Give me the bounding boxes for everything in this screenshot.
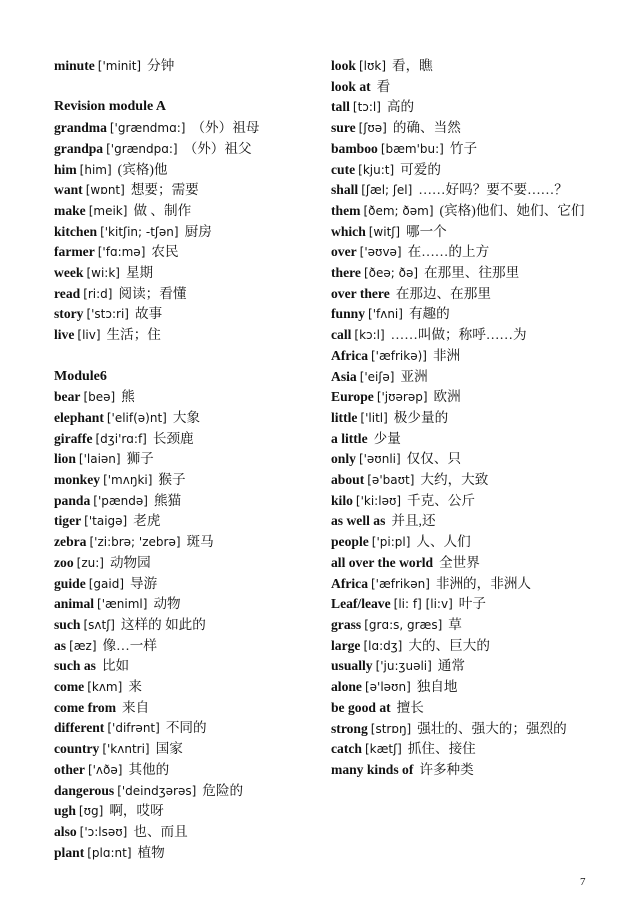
vocab-entry (54, 636, 324, 657)
vocab-meaning: 千克、公斤 (407, 492, 476, 508)
vocab-word: alone (331, 679, 362, 695)
vocab-phonetic: ['fʌni] (368, 307, 403, 322)
vocab-word: zoo (54, 554, 74, 570)
spacer (54, 346, 324, 367)
vocab-word: giraffe (54, 430, 93, 446)
vocab-meaning: 动物园 (109, 554, 151, 570)
vocab-entry (54, 56, 324, 77)
vocab-entry (331, 594, 593, 615)
vocab-entry (331, 304, 593, 325)
vocab-meaning: （外）祖父 (183, 140, 252, 156)
vocab-meaning: 亚洲 (400, 368, 428, 384)
vocab-meaning: 像…一样 (102, 637, 157, 653)
vocab-entry (54, 843, 324, 864)
vocab-word: them (331, 202, 361, 218)
vocab-meaning: 大的、巨大的 (408, 637, 490, 653)
vocab-word: call (331, 327, 352, 343)
vocab-entry (331, 429, 593, 450)
vocab-entry (331, 118, 593, 139)
vocab-entry (54, 139, 324, 160)
vocab-word: many kinds of (331, 761, 414, 777)
vocab-meaning: 啊，哎呀 (109, 803, 164, 819)
vocab-entry (54, 263, 324, 284)
vocab-phonetic: ['deindʒərəs] (117, 783, 197, 798)
vocab-entry (331, 160, 593, 181)
vocab-meaning: 有趣的 (408, 306, 450, 322)
vocab-entry (54, 760, 324, 781)
vocab-entry (331, 491, 593, 512)
vocab-phonetic: [plɑ:nt] (87, 845, 132, 860)
vocab-word: little (331, 409, 358, 425)
vocab-phonetic: ['taigə] (84, 514, 128, 529)
vocab-entry (54, 781, 324, 802)
vocab-meaning: 植物 (137, 844, 165, 860)
vocab-meaning: 在那里、往那里 (424, 265, 520, 281)
vocab-entry (54, 615, 324, 636)
vocab-entry (331, 511, 593, 532)
vocab-meaning: 通常 (437, 658, 465, 674)
vocab-entry (331, 470, 593, 491)
vocab-word: a little (331, 430, 368, 446)
vocab-meaning: （外）祖母 (191, 120, 260, 136)
vocab-meaning: 并且,还 (391, 513, 436, 529)
vocab-meaning: 想要；需要 (130, 182, 199, 198)
vocab-word: tall (331, 99, 350, 115)
vocab-word: only (331, 451, 356, 467)
vocab-entry (331, 56, 593, 77)
vocab-word: lion (54, 451, 76, 467)
vocab-word: ugh (54, 803, 76, 819)
vocab-phonetic: ['əʊnli] (358, 452, 401, 467)
vocab-phonetic: ['zi:brə; 'zebrə] (89, 535, 181, 550)
vocab-phonetic: ['pi:pl] (371, 535, 411, 550)
vocab-entry (54, 718, 324, 739)
vocab-phonetic: ['mʌŋki] (103, 473, 153, 488)
section-heading: Module6 (54, 368, 107, 384)
vocab-word: such as (54, 658, 96, 674)
vocab-phonetic: ['kʌntri] (102, 742, 150, 757)
vocab-word: large (331, 637, 361, 653)
vocab-phonetic: [wɒnt] (85, 183, 125, 198)
vocab-meaning: 比如 (101, 658, 130, 674)
vocab-word: about (331, 472, 365, 488)
vocab-entry (54, 160, 324, 181)
vocab-word: as (54, 637, 67, 653)
vocab-word: cute (331, 161, 356, 177)
vocab-meaning: 熊猫 (153, 492, 182, 508)
vocab-phonetic: [beə] (83, 390, 116, 405)
vocab-entry (331, 408, 593, 429)
vocab-phonetic: ['ju:ʒuəli] (375, 659, 432, 674)
vocab-meaning: 欧洲 (433, 389, 461, 405)
vocab-word: different (54, 720, 105, 736)
vocab-meaning: 大象 (172, 409, 201, 425)
vocab-phonetic: ['kitʃin; -tʃən] (100, 224, 179, 239)
vocab-word: funny (331, 306, 366, 322)
vocab-meaning: 哪一个 (406, 223, 447, 239)
vocab-phonetic: [ri:d] (83, 286, 113, 301)
right-column (331, 56, 593, 781)
vocab-phonetic: [æz] (69, 638, 97, 653)
vocab-phonetic: ['ɔ:lsəʊ] (79, 824, 128, 839)
vocab-entry (331, 532, 593, 553)
vocab-word: bamboo (331, 140, 378, 156)
vocab-phonetic: ['stɔ:ri] (86, 307, 129, 322)
vocab-meaning: 在那边、在那里 (395, 285, 491, 301)
vocab-word: as well as (331, 513, 386, 529)
vocab-entry (331, 719, 593, 740)
vocab-meaning: 竹子 (449, 140, 478, 156)
vocab-phonetic: [kʌm] (87, 680, 123, 695)
vocab-entry (54, 387, 324, 408)
vocab-word: grandpa (54, 140, 104, 156)
vocab-word: Europe (331, 389, 374, 405)
vocab-phonetic: [wi:k] (86, 266, 120, 281)
vocab-word: elephant (54, 409, 104, 425)
vocab-entry (54, 532, 324, 553)
vocab-phonetic: [ʃæl; ʃel] (361, 183, 413, 198)
vocab-word: come from (54, 699, 117, 715)
vocab-word: kilo (331, 492, 353, 508)
vocab-word: story (54, 306, 84, 322)
vocab-word: minute (54, 58, 95, 73)
vocab-entry (54, 801, 324, 822)
vocab-meaning: 农民 (151, 244, 179, 260)
vocab-meaning: 看，瞧 (392, 58, 433, 73)
vocab-entry (54, 242, 324, 263)
vocab-phonetic: ['laiən] (78, 452, 121, 467)
vocab-entry (331, 242, 593, 263)
vocab-word: such (54, 616, 81, 632)
vocab-entry (331, 574, 593, 595)
vocab-entry (54, 822, 324, 843)
vocab-entry (54, 574, 324, 595)
vocab-meaning: 做 、制作 (133, 202, 192, 218)
vocab-word: live (54, 327, 75, 343)
vocab-entry (54, 677, 324, 698)
vocab-word: monkey (54, 472, 101, 488)
vocab-entry (54, 698, 324, 719)
vocab-meaning: 生活；住 (106, 327, 161, 343)
vocab-meaning: 的确、当然 (392, 120, 461, 136)
vocab-word: which (331, 223, 366, 239)
vocab-meaning: 叶子 (458, 596, 486, 612)
vocab-entry (331, 449, 593, 470)
vocab-entry (331, 387, 593, 408)
vocab-phonetic: [li: f] [li:v] (393, 597, 453, 612)
vocab-phonetic: ['æfrikə)] (371, 348, 427, 363)
vocab-entry (54, 594, 324, 615)
vocab-word: Asia (331, 368, 357, 384)
vocab-word: strong (331, 720, 368, 736)
vocab-word: panda (54, 492, 91, 508)
vocab-entry (54, 656, 324, 677)
vocab-entry (331, 263, 593, 284)
vocab-meaning: 动物 (153, 596, 181, 612)
vocab-meaning: 全世界 (439, 554, 480, 570)
vocab-meaning: 极少量的 (393, 409, 449, 425)
vocab-meaning: 也、而且 (133, 823, 188, 839)
vocab-phonetic: ['litl] (360, 410, 388, 425)
vocab-meaning: 强壮的、强大的；强烈的 (417, 720, 567, 736)
vocab-entry (54, 304, 324, 325)
vocab-phonetic: [ə'ləʊn] (364, 680, 411, 695)
vocab-entry (331, 201, 593, 222)
vocab-meaning: 厨房 (184, 223, 212, 239)
vocab-meaning: 老虎 (133, 513, 161, 529)
vocab-word: over (331, 244, 357, 260)
vocab-word: Leaf/leave (331, 596, 391, 612)
vocab-word: grandma (54, 120, 107, 136)
vocab-meaning: 非洲 (432, 347, 461, 363)
vocab-meaning: 草 (448, 616, 462, 632)
vocab-meaning: 长颈鹿 (152, 430, 194, 446)
vocab-word: country (54, 741, 100, 757)
vocab-meaning: 可爱的 (400, 161, 441, 177)
vocab-phonetic: [him] (79, 162, 112, 177)
vocab-meaning: 来 (128, 679, 142, 695)
vocab-entry (54, 118, 324, 139)
vocab-phonetic: ['fɑ:mə] (97, 245, 146, 260)
vocab-meaning: 斑马 (186, 534, 214, 550)
left-column (54, 56, 324, 863)
vocab-entry (54, 511, 324, 532)
vocab-phonetic: ['əʊvə] (359, 245, 402, 260)
vocab-word: people (331, 534, 369, 550)
vocab-phonetic: [lʊk] (358, 59, 386, 73)
vocab-word: tiger (54, 513, 82, 529)
vocab-meaning: 许多种类 (419, 761, 474, 777)
vocab-phonetic: ['pændə] (93, 493, 148, 508)
vocab-entry (54, 180, 324, 201)
vocab-phonetic: ['grændmɑ:] (109, 121, 186, 136)
vocab-word: come (54, 679, 85, 695)
vocab-meaning: 国家 (155, 741, 183, 757)
vocab-phonetic: ['grændpɑ:] (106, 141, 178, 156)
vocab-word: look (331, 58, 356, 73)
vocab-entry (54, 429, 324, 450)
vocab-meaning: 导游 (130, 575, 158, 591)
vocab-word: grass (331, 616, 362, 632)
page-number: 7 (580, 876, 586, 888)
vocab-meaning: ……好吗？要不要……？ (418, 182, 568, 198)
vocab-meaning: 猴子 (158, 472, 186, 488)
vocab-phonetic: [kætʃ] (364, 742, 402, 757)
vocab-word: farmer (54, 244, 95, 260)
vocab-phonetic: [dʒi'rɑ:f] (95, 431, 147, 446)
vocab-word: Africa (331, 575, 368, 591)
vocab-meaning: 不同的 (165, 720, 207, 736)
vocab-phonetic: [meik] (88, 203, 128, 218)
vocab-entry (331, 139, 593, 160)
vocab-word: over there (331, 285, 390, 301)
vocab-meaning: 少量 (373, 430, 401, 446)
vocab-entry (54, 222, 324, 243)
vocab-meaning: 大约，大致 (420, 472, 489, 488)
vocab-entry (331, 325, 593, 346)
vocab-phonetic: ['elif(ə)nt] (106, 410, 167, 425)
vocab-meaning: 看 (376, 78, 391, 94)
vocab-meaning: 非洲的，非洲人 (435, 575, 532, 591)
vocab-entry (331, 97, 593, 118)
vocab-word: be good at (331, 699, 391, 715)
vocab-entry (331, 760, 593, 781)
vocab-phonetic: [kju:t] (358, 162, 395, 177)
vocab-entry (54, 553, 324, 574)
vocab-entry (54, 449, 324, 470)
vocab-entry (331, 346, 593, 367)
vocab-phonetic: ['æniml] (97, 597, 148, 612)
vocab-word: read (54, 285, 81, 301)
vocab-meaning: 这样的 如此的 (120, 616, 206, 632)
vocab-entry (331, 636, 593, 657)
vocab-meaning: (宾格)他们、她们、它们 (439, 202, 585, 218)
vocab-entry (54, 284, 324, 305)
vocab-phonetic: [strɒŋ] (370, 721, 412, 736)
vocab-meaning: 阅读；看懂 (118, 285, 187, 301)
vocab-word: make (54, 202, 86, 218)
vocab-phonetic: ['difrənt] (107, 721, 160, 736)
vocab-meaning: 擅长 (396, 699, 424, 715)
vocab-meaning: 人、人们 (416, 534, 471, 550)
vocab-word: shall (331, 182, 359, 198)
vocab-meaning: 在……的上方 (407, 244, 490, 260)
vocab-entry (54, 325, 324, 346)
vocab-phonetic: [witʃ] (368, 224, 400, 239)
vocab-phonetic: ['ki:ləʊ] (355, 493, 402, 508)
vocab-entry (331, 284, 593, 305)
vocab-phonetic: [zu:] (76, 555, 104, 570)
vocab-entry (331, 698, 593, 719)
vocab-meaning: 独自地 (416, 679, 458, 695)
vocab-word: all over the world (331, 554, 434, 570)
vocab-meaning: 来自 (122, 699, 150, 715)
vocab-phonetic: [grɑ:s, græs] (364, 617, 443, 632)
vocab-meaning: 熊 (121, 389, 135, 405)
vocab-meaning: (宾格)他 (117, 161, 168, 177)
vocab-word: there (331, 265, 361, 281)
vocab-phonetic: [ðeə; ðə] (363, 266, 419, 281)
vocab-meaning: 高的 (386, 99, 415, 115)
vocab-entry (331, 77, 593, 98)
vocab-phonetic: ['ʌðə] (87, 762, 123, 777)
vocab-phonetic: [ʃʊə] (358, 121, 387, 136)
vocab-phonetic: ['jʊərəp] (376, 390, 428, 405)
vocab-word: usually (331, 658, 373, 674)
vocab-word: Africa (331, 347, 368, 363)
vocab-meaning: 狮子 (126, 451, 154, 467)
vocab-phonetic: [ðem; ðəm] (363, 203, 434, 218)
vocab-entry (54, 201, 324, 222)
vocab-meaning: 其他的 (128, 761, 170, 777)
vocab-meaning: 危险的 (202, 782, 244, 798)
vocab-entry (54, 470, 324, 491)
vocab-entry (54, 739, 324, 760)
vocab-word: plant (54, 844, 85, 860)
vocab-entry (331, 656, 593, 677)
vocab-phonetic: ['eiʃə] (359, 369, 395, 384)
vocab-phonetic: [lɑ:dʒ] (363, 638, 403, 653)
vocab-meaning: 抓住、接住 (407, 741, 476, 757)
vocab-meaning: 分钟 (147, 58, 175, 73)
vocab-phonetic: [tɔ:l] (352, 100, 381, 115)
vocab-word: him (54, 161, 77, 177)
vocab-entry (331, 367, 593, 388)
spacer (54, 77, 324, 98)
vocab-phonetic: [gaid] (88, 576, 125, 591)
vocab-phonetic: [liv] (77, 328, 101, 343)
vocab-phonetic: ['æfrikən] (371, 576, 430, 591)
vocab-entry (331, 677, 593, 698)
vocab-word: also (54, 823, 77, 839)
vocab-phonetic: [ʊg] (78, 804, 104, 819)
vocab-word: guide (54, 575, 86, 591)
vocab-phonetic: [ə'baʊt] (367, 473, 415, 488)
vocab-entry (331, 553, 593, 574)
vocab-entry (54, 408, 324, 429)
vocab-phonetic: [bæm'bu:] (380, 141, 444, 156)
vocab-word: animal (54, 596, 95, 612)
vocab-meaning: 故事 (134, 306, 163, 322)
vocab-word: look at (331, 78, 371, 94)
vocab-entry (331, 739, 593, 760)
vocab-phonetic: ['minit] (97, 59, 142, 73)
vocab-phonetic: [sʌtʃ] (83, 617, 115, 632)
vocab-word: catch (331, 741, 362, 757)
vocab-word: other (54, 761, 85, 777)
vocab-word: sure (331, 120, 356, 136)
vocab-phonetic: [kɔ:l] (354, 328, 385, 343)
vocab-meaning: ……叫做；称呼……为 (390, 327, 527, 343)
vocab-word: week (54, 265, 84, 281)
vocab-entry (331, 615, 593, 636)
vocab-word: dangerous (54, 782, 115, 798)
vocab-word: want (54, 182, 83, 198)
vocab-word: zebra (54, 534, 87, 550)
vocab-entry (331, 180, 593, 201)
vocab-word: bear (54, 389, 81, 405)
vocab-entry (331, 222, 593, 243)
vocab-word: kitchen (54, 223, 98, 239)
vocab-entry (54, 491, 324, 512)
vocab-meaning: 星期 (125, 265, 154, 281)
section-heading: Revision module A (54, 99, 167, 115)
vocab-meaning: 仅仅、只 (406, 451, 462, 467)
